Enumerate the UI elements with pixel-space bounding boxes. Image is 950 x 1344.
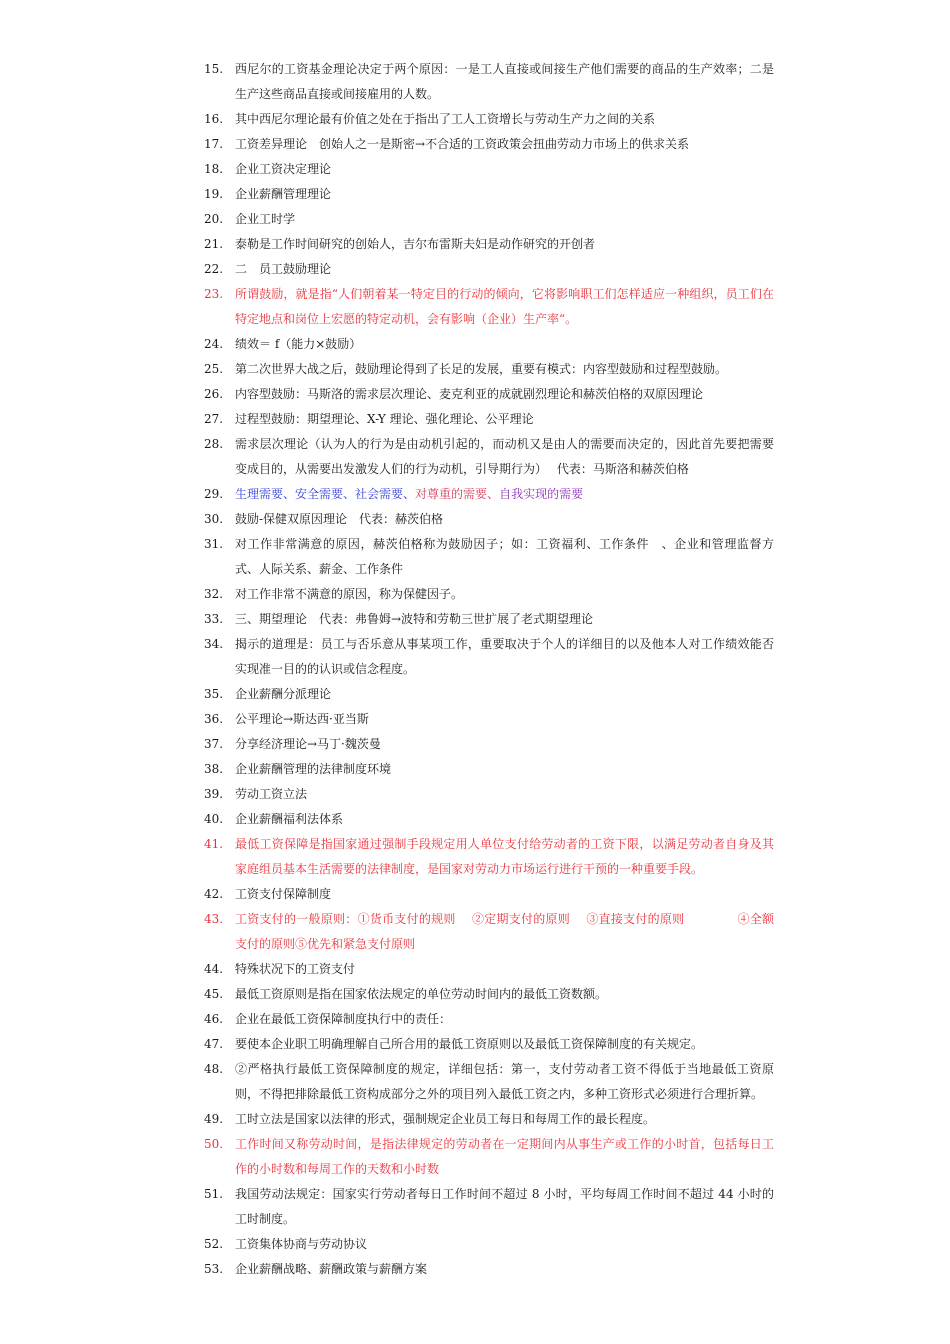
item-number: 49. [204,1112,224,1126]
item-number: 39. [204,787,224,801]
list-item [204,982,774,1007]
item-text: 需求层次理论（认为人的行为是由动机引起的，而动机又是由人的需要而决定的，因此首先要把需要变成目的，从需要出发激发人们的行为动机，引导期行为） 代表：马斯洛和赫茨伯格 [235,437,774,476]
list-item [204,732,774,757]
list-item [204,257,774,282]
item-text: 生理需要、安全需要、社会需要、对尊重的需要、自我实现的需要 [235,487,584,501]
item-text: 揭示的道理是：员工与否乐意从事某项工作，重要取决于个人的详细目的以及他本人对工作绩效能否实现准一目的的认识或信念程度。 [235,637,774,676]
item-text: 企业薪酬战略、薪酬政策与薪酬方案 [235,1262,428,1276]
item-text: 工资支付保障制度 [235,887,332,901]
item-number: 44. [204,962,224,976]
item-text: 企业在最低工资保障制度执行中的责任： [235,1012,452,1026]
item-number: 47. [204,1037,224,1051]
list-item [204,432,774,482]
list-item [204,507,774,532]
item-number: 38. [204,762,224,776]
list-item [204,207,774,232]
item-text: 对工作非常不满意的原因，称为保健因子。 [235,587,464,601]
item-number: 20. [204,212,224,226]
list-item [204,907,774,957]
numbered-list [204,57,774,1282]
list-item [204,707,774,732]
item-text: 企业薪酬福利法体系 [235,812,344,826]
list-item [204,757,774,782]
item-text: 要使本企业职工明确理解自己所合用的最低工资原则以及最低工资保障制度的有关规定。 [235,1037,704,1051]
item-number: 36. [204,712,224,726]
item-text: 工资支付的一般原则：①货币支付的规则 ②定期支付的原则 ③直接支付的原则 ④全额支付的原则⑤优先和紧急支付原则 [235,912,774,951]
list-item [204,232,774,257]
list-item [204,632,774,682]
list-item [204,1182,774,1232]
item-text: 企业薪酬分派理论 [235,687,332,701]
list-item [204,782,774,807]
list-item [204,407,774,432]
item-text: 其中西尼尔理论最有价值之处在于指出了工人工资增长与劳动生产力之间的关系 [235,112,656,126]
list-item [204,882,774,907]
item-text: 绩效＝ f（能力×鼓励） [235,337,362,351]
item-number: 21. [204,237,224,251]
list-item [204,832,774,882]
item-number: 30. [204,512,224,526]
item-text: ②严格执行最低工资保障制度的规定，详细包括：第一，支付劳动者工资不得低于当地最低工资原则，不得把排除最低工资构成部分之外的项目列入最低工资之内，多种工资形式必须进行合理折算。 [235,1062,774,1101]
item-number: 40. [204,812,224,826]
list-item [204,332,774,357]
item-number: 46. [204,1012,224,1026]
item-number: 43. [204,912,224,926]
item-text: 对工作非常满意的原因，赫茨伯格称为鼓励因子；如：工资福利、工作条件 、企业和管理监督方式、人际关系、薪金、工作条件 [235,537,774,576]
item-number: 48. [204,1062,224,1076]
list-item [204,107,774,132]
list-item [204,1257,774,1282]
item-number: 34. [204,637,224,651]
item-number: 42. [204,887,224,901]
item-text: 三、期望理论 代表：弗鲁姆→波特和劳勒三世扩展了老式期望理论 [235,612,594,626]
item-text: 分享经济理论→马丁·魏茨曼 [235,737,381,751]
item-number: 19. [204,187,224,201]
item-number: 31. [204,537,224,551]
list-item [204,1007,774,1032]
item-number: 32. [204,587,224,601]
item-text: 劳动工资立法 [235,787,308,801]
item-number: 26. [204,387,224,401]
list-item [204,482,774,507]
list-item [204,1057,774,1107]
list-item [204,957,774,982]
list-item [204,132,774,157]
list-item [204,607,774,632]
item-number: 17. [204,137,224,151]
item-number: 33. [204,612,224,626]
item-number: 29. [204,487,224,501]
item-text: 特殊状况下的工资支付 [235,962,356,976]
item-number: 52. [204,1237,224,1251]
item-number: 45. [204,987,224,1001]
item-text: 过程型鼓励：期望理论、X-Y 理论、强化理论、公平理论 [235,412,534,426]
list-item [204,57,774,107]
list-item [204,1107,774,1132]
item-number: 41. [204,837,224,851]
list-item [204,582,774,607]
item-number: 50. [204,1137,224,1151]
list-item [204,532,774,582]
item-number: 25. [204,362,224,376]
item-number: 22. [204,262,224,276]
list-item [204,282,774,332]
item-text: 工资差异理论 创始人之一是斯密→不合适的工资政策会扭曲劳动力市场上的供求关系 [235,137,690,151]
item-text: 鼓励-保健双原因理论 代表：赫茨伯格 [235,512,444,526]
item-number: 28. [204,437,224,451]
item-text: 内容型鼓励：马斯洛的需求层次理论、麦克利亚的成就剧烈理论和赫茨伯格的双原因理论 [235,387,704,401]
list-item [204,157,774,182]
item-text: 企业工时学 [235,212,296,226]
item-text: 最低工资保障是指国家通过强制手段规定用人单位支付给劳动者的工资下限，以满足劳动者自身及其家庭组员基本生活需要的法律制度，是国家对劳动力市场运行进行干预的一种重要手段。 [235,837,774,876]
item-text: 工时立法是国家以法律的形式，强制规定企业员工每日和每周工作的最长程度。 [235,1112,656,1126]
item-number: 51. [204,1187,224,1201]
item-text: 企业薪酬管理理论 [235,187,332,201]
item-text: 公平理论→斯达西·亚当斯 [235,712,369,726]
item-text: 企业薪酬管理的法律制度环境 [235,762,392,776]
list-item [204,1132,774,1182]
list-item [204,357,774,382]
item-number: 18. [204,162,224,176]
item-number: 53. [204,1262,224,1276]
item-text: 我国劳动法规定：国家实行劳动者每日工作时间不超过 8 小时，平均每周工作时间不超过 44 小时的工时制度。 [235,1187,774,1226]
list-item [204,1232,774,1257]
item-number: 37. [204,737,224,751]
item-number: 23. [204,287,224,301]
item-text: 工作时间又称劳动时间，是指法律规定的劳动者在一定期间内从事生产或工作的小时首，包括每日工作的小时数和每周工作的天数和小时数 [235,1137,774,1176]
item-text: 最低工资原则是指在国家依法规定的单位劳动时间内的最低工资数额。 [235,987,608,1001]
item-text: 企业工资决定理论 [235,162,332,176]
item-text: 工资集体协商与劳动协议 [235,1237,368,1251]
item-text: 西尼尔的工资基金理论决定于两个原因：一是工人直接或间接生产他们需要的商品的生产效率；二是生产这些商品直接或间接雇用的人数。 [235,62,774,101]
item-text: 第二次世界大战之后，鼓励理论得到了长足的发展，重要有模式：内容型鼓励和过程型鼓励。 [235,362,728,376]
list-item [204,682,774,707]
item-text: 所谓鼓励，就是指“人们朝着某一特定目的行动的倾向，它将影响职工们怎样适应一种组织，员工们在特定地点和岗位上宏愿的特定动机，会有影响（企业）生产率“。 [235,287,774,326]
list-item [204,1032,774,1057]
item-number: 16. [204,112,224,126]
item-number: 24. [204,337,224,351]
item-text: 二 员工鼓励理论 [235,262,332,276]
list-item [204,382,774,407]
item-text: 泰勒是工作时间研究的创始人，吉尔布雷斯夫妇是动作研究的开创者 [235,237,596,251]
item-number: 15. [204,62,224,76]
item-number: 27. [204,412,224,426]
list-item [204,182,774,207]
list-item [204,807,774,832]
item-number: 35. [204,687,224,701]
